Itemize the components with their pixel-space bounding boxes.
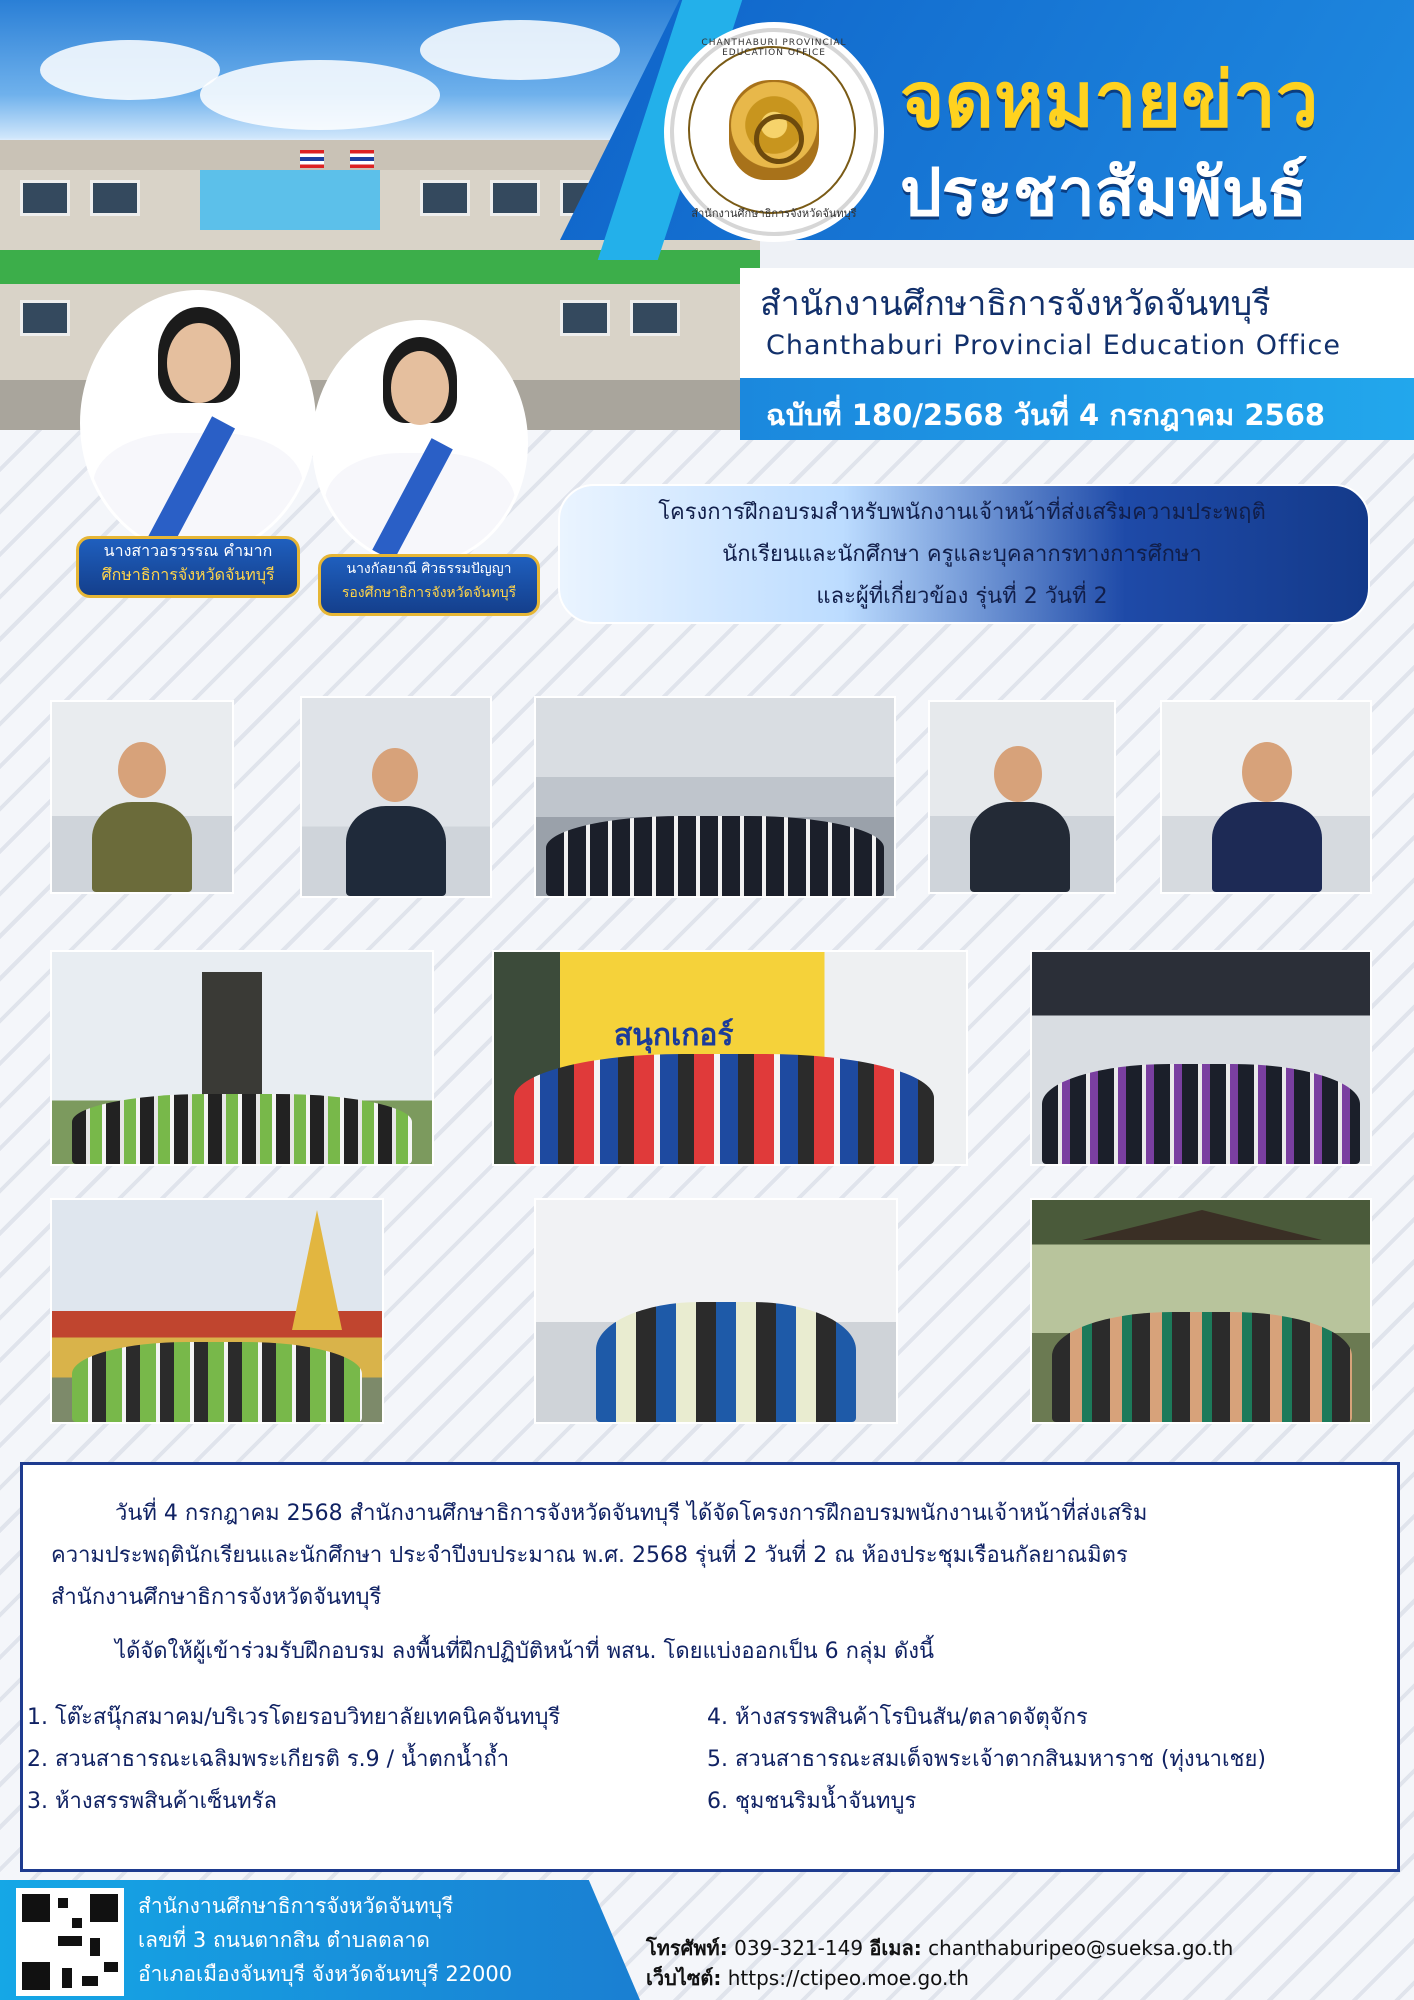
footer-contact-line: โทรศัพท์: 039-321-149 อีเมล: chanthaburipeo@sueksa.go.th [646, 1936, 1234, 1960]
project-title-line: และผู้ที่เกี่ยวข้อง รุ่นที่ 2 วันที่ 2 [816, 584, 1108, 609]
event-photo-billiard-hall [492, 950, 968, 1166]
official-name-badge [318, 554, 540, 616]
official-name: นางกัลยาณี ศิวธรรมปัญญา [346, 561, 512, 577]
org-name-thai: สำนักงานศึกษาธิการจังหวัดจันทบุรี [760, 284, 1271, 324]
education-office-seal-icon: CHANTHABURI PROVINCIAL EDUCATION OFFICE สำนักงานศึกษาธิการจังหวัดจันทบุรี [670, 28, 878, 236]
news-paragraph-continued: สำนักงานศึกษาธิการจังหวัดจันทบุรี [51, 1585, 382, 1610]
event-photo [1160, 700, 1372, 894]
website-link[interactable]: https://ctipeo.moe.go.th [727, 1966, 969, 1990]
project-title-line: โครงการฝึกอบรมสำหรับพนักงานเจ้าหน้าที่ส่งเสริมความประพฤติ [658, 500, 1266, 525]
news-paragraph: ได้จัดให้ผู้เข้าร่วมรับฝึกอบรม ลงพื้นที่ฝึกปฏิบัติหน้าที่ พสน. โดยแบ่งออกเป็น 6 กลุ่ม ดังนี้ [115, 1639, 935, 1664]
newsletter-title-line2: ประชาสัมพันธ์ [900, 154, 1308, 231]
news-paragraph: วันที่ 4 กรกฎาคม 2568 สำนักงานศึกษาธิการจังหวัดจันทบุรี ได้จัดโครงการฝึกอบรมพนักงานเจ้าหน้าที่ส่งเสริม [115, 1501, 1148, 1526]
official-name: นางสาวอรวรรณ คำมาก [103, 541, 273, 560]
news-paragraph-continued: ความประพฤตินักเรียนและนักศึกษา ประจำปีงบประมาณ พ.ศ. 2568 รุ่นที่ 2 วันที่ 2 ณ ห้องประชุมเรือนกัลยาณมิตร [51, 1543, 1128, 1568]
footer-address-line: อำเภอเมืองจันทบุรี จังหวัดจันทบุรี 22000 [138, 1962, 513, 1986]
group-list-item: 5. สวนสาธารณะสมเด็จพระเจ้าตากสินมหาราช (ทุ่งนาเชย) [707, 1747, 1266, 1772]
event-photo [300, 696, 492, 898]
phone-number: 039-321-149 [734, 1936, 864, 1960]
group-list-item: 2. สวนสาธารณะเฉลิมพระเกียรติ ร.9 / น้ำตกน้ำถ้ำ [27, 1747, 510, 1772]
footer-website-line: เว็บไซต์: https://ctipeo.moe.go.th [646, 1966, 969, 1990]
news-body-box [20, 1462, 1400, 1872]
footer-address-line: สำนักงานศึกษาธิการจังหวัดจันทบุรี [138, 1894, 454, 1918]
portrait-provincial-education-officer [80, 290, 316, 556]
official-name-badge [76, 536, 300, 598]
event-photo-temple [50, 1198, 384, 1424]
org-name-english: Chanthaburi Provincial Education Office [766, 330, 1341, 361]
newsletter-title-line1: จดหมายข่าว [900, 55, 1319, 144]
group-list-item: 3. ห้างสรรพสินค้าเซ็นทรัล [27, 1789, 277, 1814]
group-list-item: 4. ห้างสรรพสินค้าโรบินสัน/ตลาดจัตุจักร [707, 1705, 1088, 1730]
qr-code-icon [16, 1888, 124, 1996]
project-title-line: นักเรียนและนักศึกษา ครูและบุคลากรทางการศึกษา [722, 542, 1202, 567]
group-list-item: 6. ชุมชนริมน้ำจันทบูร [707, 1789, 917, 1814]
email-link[interactable]: chanthaburipeo@sueksa.go.th [928, 1936, 1234, 1960]
group-list-item: 1. โต๊ะสนุ๊กสมาคม/บริเวรโดยรอบวิทยาลัยเทคนิคจันทบุรี [27, 1705, 561, 1730]
official-position: รองศึกษาธิการจังหวัดจันทบุรี [341, 585, 517, 601]
event-photo-mall [1030, 950, 1372, 1166]
footer-address-line: เลขที่ 3 ถนนตากสิน ตำบลตลาด [138, 1928, 430, 1952]
official-position: ศึกษาธิการจังหวัดจันทบุรี [101, 565, 275, 584]
event-photo [534, 696, 896, 898]
event-photo-park [1030, 1198, 1372, 1424]
event-photo [50, 700, 234, 894]
event-photo-monument [50, 950, 434, 1166]
event-photo [928, 700, 1116, 894]
event-photo-department-store [534, 1198, 898, 1424]
issue-number-date: ฉบับที่ 180/2568 วันที่ 4 กรกฎาคม 2568 [766, 398, 1326, 432]
portrait-deputy-education-officer [312, 320, 528, 566]
billiard-banner-text: สนุกเกอร์ [614, 1018, 734, 1053]
